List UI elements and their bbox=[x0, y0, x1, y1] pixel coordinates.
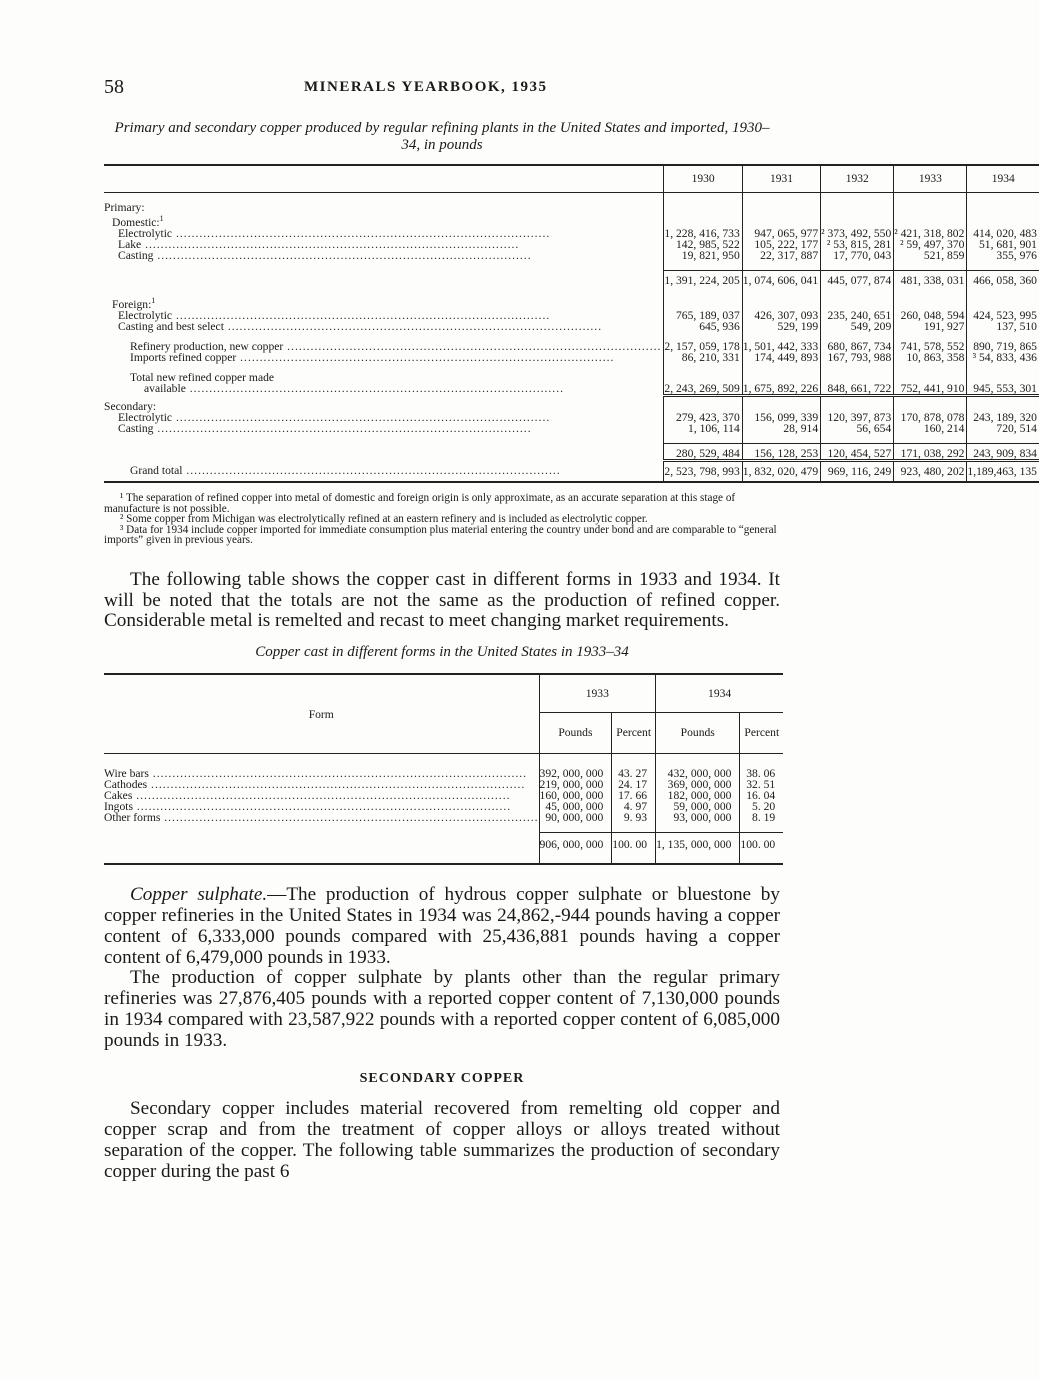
year-1931-header: 1931 bbox=[742, 165, 820, 193]
year-1934-group-header: 1934 bbox=[656, 674, 784, 712]
row-domestic-electrolytic: Electrolytic ..... 1, 228, 416, 733 947, 065, 977 ² 373, 492, 550 ² 421, 318, 802 414, 020, 483 bbox=[104, 228, 1039, 239]
percent-1933-header: Percent bbox=[612, 712, 656, 754]
footnotes bbox=[104, 493, 780, 546]
table1-header-row bbox=[104, 165, 1039, 193]
row-total-new-label: Total new refined copper made bbox=[104, 372, 1039, 383]
table-row: Other forms ..... 90, 000, 000 9. 93 93, 000, 000 8. 19 bbox=[104, 812, 783, 823]
table1-caption: Primary and secondary copper produced by regular refining plants in the United States and imported, 1930–34, in pounds bbox=[114, 120, 770, 153]
row-secondary-casting: Casting ..... 1, 106, 114 28, 914 56, 654 160, 214 720, 514 bbox=[104, 423, 1039, 434]
row-domestic-subtotal: 1, 391, 224, 205 1, 074, 606, 041 445, 077, 874 481, 338, 031 466, 058, 360 bbox=[104, 270, 1039, 286]
paragraph-copper-cast-intro: The following table shows the copper cast in different forms in 1933 and 1934. It will be noted that the totals are not the same as the production of refined copper. Considerable metal is remelted and recast to meet changing market requirements. bbox=[104, 568, 780, 632]
table-row: Wire bars ..... 392, 000, 000 43. 27 432, 000, 000 38. 06 bbox=[104, 768, 783, 779]
paragraph-copper-sulphate-1: Copper sulphate.—The production of hydrous copper sulphate or bluestone by copper refineries in the United States in 1934 was 24,862,-944 pounds having a copper content of 6,333,000 pounds compared with 25,436,881 pounds having a copper content of 6,479,000 pounds in 1933. bbox=[104, 884, 780, 968]
row-primary: Primary: bbox=[104, 202, 1039, 213]
table-row: Cathodes ..... 219, 000, 000 24. 17 369, 000, 000 32. 51 bbox=[104, 779, 783, 790]
copper-sulphate-section bbox=[104, 885, 780, 1051]
year-1934-header: 1934 bbox=[967, 165, 1039, 193]
copper-production-table bbox=[104, 164, 1039, 483]
footnote-3: ³ Data for 1934 include copper imported for immediate consumption plus material entering the country under bond and are comparable to “general imports” given in previous years. bbox=[104, 523, 777, 547]
secondary-copper-section bbox=[104, 1099, 780, 1182]
running-title: MINERALS YEARBOOK, 1935 bbox=[304, 79, 548, 95]
row-foreign-casting-best-select: Casting and best select ..... 645, 936 529, 199 549, 209 191, 927 137, 510 bbox=[104, 321, 1039, 332]
row-imports-refined: Imports refined copper ..... 86, 210, 331 174, 449, 893 167, 793, 988 10, 863, 358 ³ 54, 833, 436 bbox=[104, 352, 1039, 363]
row-grand-total: Grand total ..... 2, 523, 798, 993 1, 832, 020, 479 969, 116, 249 923, 480, 202 1,189,463, 135 bbox=[104, 461, 1039, 478]
row-total-new-refined: available ..... 2, 243, 269, 509 1, 675, 892, 226 848, 661, 722 752, 441, 910 945, 553, 301 bbox=[104, 383, 1039, 396]
document-page bbox=[104, 76, 1037, 1183]
percent-1934-header: Percent bbox=[740, 712, 783, 754]
row-domestic-casting: Casting ..... 19, 821, 950 22, 317, 887 17, 770, 043 521, 859 355, 976 bbox=[104, 250, 1039, 261]
year-1933-header: 1933 bbox=[894, 165, 967, 193]
row-foreign: Foreign:$^1$ bbox=[104, 295, 1039, 310]
year-1930-header: 1930 bbox=[664, 165, 742, 193]
row-secondary-electrolytic: Electrolytic ..... 279, 423, 370 156, 099, 339 120, 397, 873 170, 878, 078 243, 189, 320 bbox=[104, 412, 1039, 423]
paragraph-copper-sulphate-2: The production of copper sulphate by plants other than the regular primary refineries was 27,876,405 pounds with a reported copper content of 7,130,000 pounds in 1934 compared with 23,587,922 pounds with a reported copper content of 6,085,000 pounds in 1933. bbox=[104, 967, 780, 1051]
table-row: Ingots ..... 45, 000, 000 4. 97 59, 000, 000 5. 20 bbox=[104, 801, 783, 812]
year-1933-group-header: 1933 bbox=[539, 674, 656, 712]
pounds-1933-header: Pounds bbox=[539, 712, 612, 754]
copper-sulphate-title: Copper sulphate. bbox=[130, 884, 268, 906]
row-domestic-lake: Lake ..... 142, 985, 522 105, 222, 177 ² 53, 815, 281 ² 59, 497, 370 51, 681, 901 bbox=[104, 239, 1039, 250]
row-secondary-subtotal: 280, 529, 484 156, 128, 253 120, 454, 527 171, 038, 292 243, 909, 834 bbox=[104, 444, 1039, 461]
table2-total-row: 906, 000, 000 100. 00 1, 135, 000, 000 100. 00 bbox=[104, 833, 783, 862]
page-header bbox=[104, 76, 780, 106]
paragraph-secondary-copper: Secondary copper includes material recovered from remelting old copper and copper scrap and from the treatment of copper alloys or alloys treated without separation of the copper. The following table summarizes the production of secondary copper during the past 6 bbox=[104, 1098, 780, 1182]
row-refinery-production: Refinery production, new copper ..... 2, 157, 059, 178 1, 501, 442, 333 680, 867, 734 741, 578, 552 890, 719, 865 bbox=[104, 341, 1039, 352]
intro-paragraph-block bbox=[104, 570, 780, 632]
row-domestic: Domestic:$^1$ bbox=[104, 213, 1039, 228]
table-row: Cakes ..... 160, 000, 000 17. 66 182, 000, 000 16. 04 bbox=[104, 790, 783, 801]
form-column-header: Form bbox=[104, 674, 539, 754]
pounds-1934-header: Pounds bbox=[656, 712, 740, 754]
footnote-2: ² Some copper from Michigan was electrolytically refined at an eastern refinery and is included as electrolytic copper. bbox=[120, 513, 648, 526]
year-1932-header: 1932 bbox=[821, 165, 894, 193]
row-foreign-electrolytic: Electrolytic ..... 765, 189, 037 426, 307, 093 235, 240, 651 260, 048, 594 424, 523, 995 bbox=[104, 310, 1039, 321]
page-number: 58 bbox=[104, 76, 124, 98]
footnote-1: ¹ The separation of refined copper into metal of domestic and foreign origin is only approximate, as an accurate separation at this stage of manufacture is not possible. bbox=[104, 492, 736, 515]
copper-cast-forms-table bbox=[104, 673, 783, 865]
secondary-copper-heading: SECONDARY COPPER bbox=[359, 1071, 525, 1087]
table2-caption: Copper cast in different forms in the United States in 1933–34 bbox=[255, 644, 629, 661]
row-secondary: Secondary: bbox=[104, 401, 1039, 412]
